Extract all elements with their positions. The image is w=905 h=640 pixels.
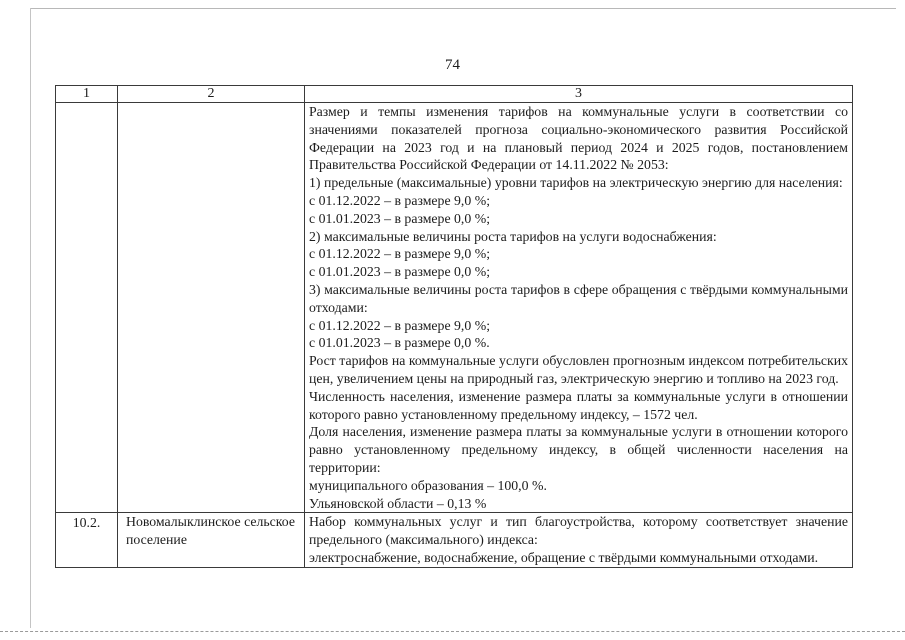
page-number: 74 [445, 57, 460, 73]
tariff-table [55, 85, 853, 568]
municipality-cell [118, 103, 305, 513]
paragraph: Численность населения, изменение размера платы за коммунальные услуги в отношении которого равно установленному предельному индексу, – 1572 чел. [309, 388, 848, 422]
description-cell [305, 513, 853, 567]
paragraph: Доля населения, изменение размера платы за коммунальные услуги в отношении которого равно установленному предельному индексу, в общей численности населения на территории: [309, 424, 848, 475]
paragraph: 1) предельные (максимальные) уровни тарифов на электрическую энергию для населения: [309, 175, 843, 191]
paragraph: с 01.01.2023 – в размере 0,0 %; [309, 264, 491, 280]
scan-frame-bottom-line [0, 631, 905, 632]
paragraph: электроснабжение, водоснабжение, обращение с твёрдыми коммунальными отходами. [309, 549, 819, 565]
table-row [56, 103, 853, 513]
paragraph: 2) максимальные величины роста тарифов на услуги водоснабжения: [309, 228, 717, 244]
paragraph: с 01.01.2023 – в размере 0,0 %; [309, 210, 491, 226]
paragraph: Размер и темпы изменения тарифов на коммунальные услуги в соответствии со значениями показателей прогноза социально-экономического развития Российской Федерации на 2023 год и на плановый период 2024 и 2025 годов, постановлением Правительства Российской Федерации от 14.11.2022 № 2053: [309, 104, 848, 173]
paragraph: с 01.12.2022 – в размере 9,0 %; [309, 192, 491, 208]
row-number-cell [56, 103, 118, 513]
paragraph: 3) максимальные величины роста тарифов в сфере обращения с твёрдыми коммунальными отходами: [309, 281, 848, 315]
column-header-2: 2 [118, 86, 305, 103]
scan-frame-top-line [30, 8, 896, 9]
municipality-cell: Новомалыклинское сельское поселение [118, 513, 305, 567]
table-header-row [56, 86, 853, 103]
table-row [56, 513, 853, 567]
paragraph: с 01.01.2023 – в размере 0,0 %. [309, 335, 490, 351]
description-cell [305, 103, 853, 513]
paragraph: Набор коммунальных услуг и тип благоустройства, которому соответствует значение предельного (максимального) индекса: [309, 514, 848, 548]
paragraph: с 01.12.2022 – в размере 9,0 %; [309, 246, 491, 262]
paragraph: Ульяновской области – 0,13 % [309, 495, 487, 511]
paragraph: с 01.12.2022 – в размере 9,0 %; [309, 317, 491, 333]
paragraph: муниципального образования – 100,0 %. [309, 477, 547, 493]
paragraph: Рост тарифов на коммунальные услуги обусловлен прогнозным индексом потребительских цен, увеличением цены на природный газ, электрическую энергию и топливо на 2023 год. [309, 353, 848, 386]
row-number-cell: 10.2. [56, 513, 118, 567]
column-header-3: 3 [305, 86, 853, 103]
scan-frame-left-line [30, 8, 31, 628]
column-header-1: 1 [56, 86, 118, 103]
